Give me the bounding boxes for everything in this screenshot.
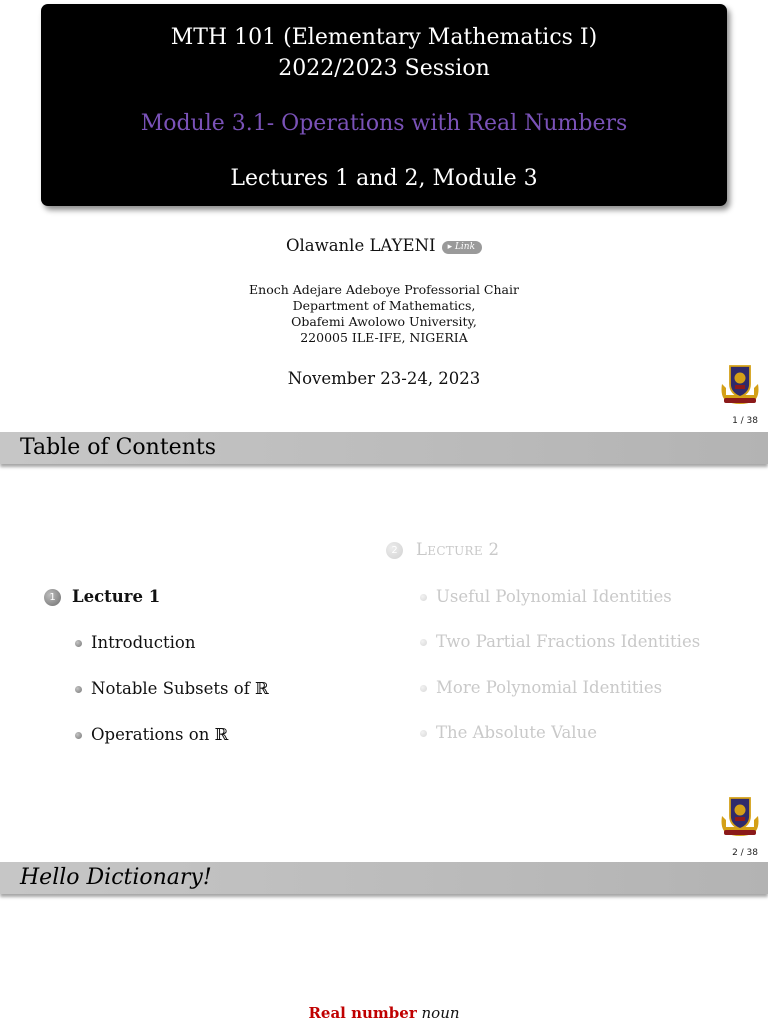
bullet-icon [75,732,82,739]
bullet-icon [420,730,427,737]
toc-slide [0,432,768,862]
dictionary-slide [0,862,768,1024]
bullet-icon [420,639,427,646]
title-box [41,4,727,206]
toc-subsection[interactable]: The Absolute Value [436,723,597,742]
author-name: Olawanle LAYENI [285,236,436,255]
affiliation-line: Obafemi Awolowo University, [291,314,477,329]
toc-section-1[interactable]: Lecture 1 [72,587,161,606]
toc-section-number: 1 [44,589,61,606]
dictionary-entry [0,1004,768,1022]
toc-section-2[interactable]: Lecture 2 [416,540,500,559]
toc-subsection[interactable]: Notable Subsets of ℝ [91,679,269,698]
module-title: Module 3.1- Operations with Real Numbers [140,111,628,136]
toc-subsection[interactable]: Useful Polynomial Identities [436,587,672,606]
lectures-subtitle: Lectures 1 and 2, Module 3 [230,166,538,191]
page-number: 1 / 38 [732,416,758,426]
university-crest-icon [718,362,762,406]
affiliation-line: 220005 ILE-IFE, NIGERIA [300,330,468,345]
session-text: 2022/2023 Session [278,56,490,81]
page-number: 2 / 38 [732,848,758,858]
frame-title: Hello Dictionary! [20,865,212,890]
university-crest-icon [718,794,762,838]
presentation-date: November 23-24, 2023 [287,369,481,388]
affiliation-line: Enoch Adejare Adeboye Professorial Chair [249,282,519,297]
part-of-speech: noun [421,1004,460,1022]
author-line [0,236,768,255]
toc-subsection[interactable]: Introduction [91,633,196,652]
bullet-icon [75,640,82,647]
affiliation-block [0,282,768,346]
frame-title-bar [0,862,768,894]
dictionary-word: Real number [308,1004,417,1022]
toc-subsection[interactable]: More Polynomial Identities [436,678,663,697]
frame-title-bar [0,432,768,464]
toc-subsection[interactable]: Operations on ℝ [91,725,229,744]
bullet-icon [420,594,427,601]
title-slide [0,0,768,432]
frame-title: Table of Contents [20,435,217,460]
course-title: MTH 101 (Elementary Mathematics I) [170,25,598,50]
author-link-button[interactable]: ▸ Link [442,241,482,254]
affiliation-line: Department of Mathematics, [292,298,476,313]
toc-subsection[interactable]: Two Partial Fractions Identities [436,632,701,651]
bullet-icon [420,685,427,692]
toc-section-number: 2 [386,542,403,559]
bullet-icon [75,686,82,693]
